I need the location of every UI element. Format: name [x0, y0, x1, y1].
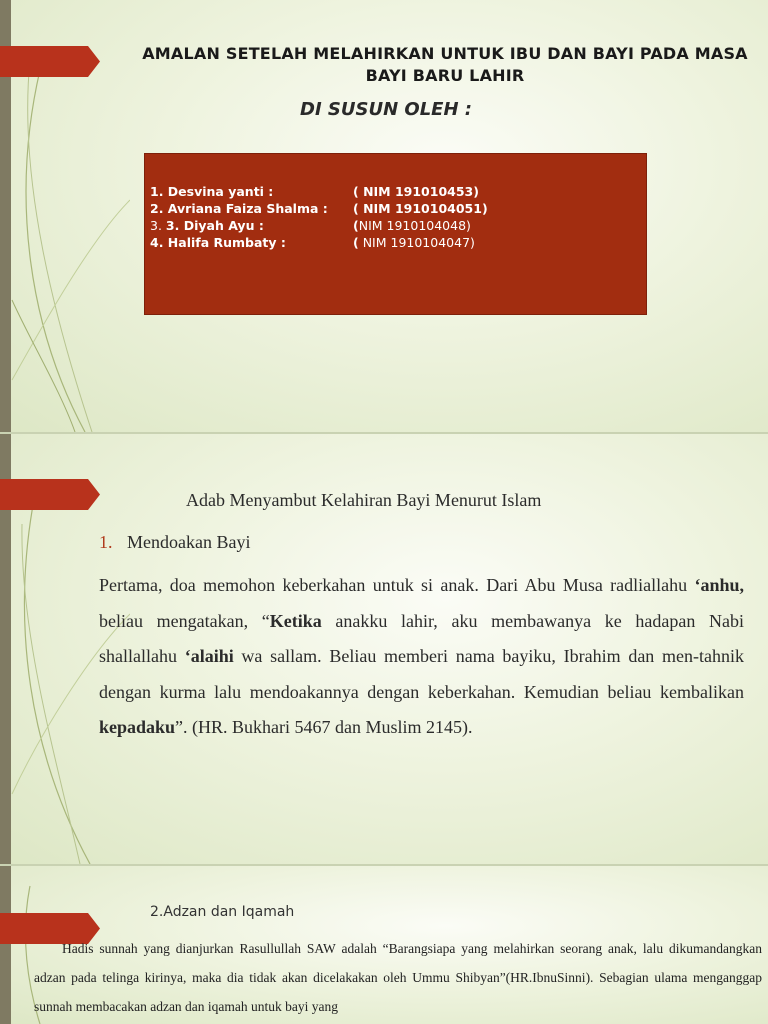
- author-name: 4. Halifa Rumbaty :: [150, 235, 286, 250]
- text-run: beliau mengatakan, “: [99, 610, 270, 631]
- slide-title: AMALAN SETELAH MELAHIRKAN UNTUK IBU DAN BAYI PADA MASA BAYI BARU LAHIR: [142, 44, 748, 85]
- author-nim: [353, 218, 471, 233]
- nim-paren: (: [353, 235, 359, 250]
- body-paragraph: Hadis sunnah yang dianjurkan Rasullullah SAW adalah “Barangsiapa yang melahirkan seorang anak, lalu dikumandangkan adzan pada telinga kirinya, maka dia tidak akan dicelakakan oleh Ummu Shibyan”(HR.IbnuSinni). Sebagian ulama menganggap sunnah membacakan adzan dan iqamah untuk bayi yang: [34, 941, 762, 1014]
- authors-box: [144, 153, 647, 315]
- body-paragraph: [99, 568, 744, 746]
- title-arrow-tab: [0, 46, 100, 77]
- nim-text: NIM 1910104047): [358, 235, 475, 250]
- nim-paren: (: [353, 218, 359, 233]
- text-run: ”. (HR. Bukhari 5467 dan Muslim 2145).: [175, 717, 473, 737]
- list-item-label: Mendoakan Bayi: [127, 532, 251, 552]
- author-nim: [353, 235, 475, 250]
- slide-title: 2.Adzan dan Iqamah: [150, 904, 295, 920]
- text-run: wa sallam. Beliau memberi nama bayiku, Ibrahim dan men-tahnik dengan kurma lalu mendoakannya dengan keberkahan. Kemudian beliau kembalikan: [99, 646, 744, 702]
- author-name-text: 3. Diyah Ayu :: [165, 218, 264, 233]
- text-run-bold: kepadaku: [99, 717, 176, 737]
- author-name: 2. Avriana Faiza Shalma :: [150, 201, 328, 216]
- author-nim: ( NIM 1910104051): [353, 201, 488, 216]
- nim-text: NIM 1910104048): [358, 218, 471, 233]
- slide-1: [0, 0, 768, 432]
- author-name: 1. Desvina yanti :: [150, 184, 274, 199]
- authors-heading: DI SUSUN OLEH :: [300, 99, 472, 120]
- slide-3: [0, 866, 768, 1024]
- title-arrow-tab: [0, 479, 100, 510]
- slide-2: [0, 434, 768, 864]
- author-name: [150, 218, 264, 233]
- author-number: 3.: [150, 218, 166, 233]
- text-run-bold: ‘anhu,: [694, 575, 744, 595]
- text-run-bold: Ketika: [269, 610, 322, 631]
- text-run: anakku lahir, aku membawanya ke hadapan Nabi shallallahu: [99, 610, 744, 666]
- author-nim: ( NIM 191010453): [353, 184, 479, 199]
- slide-title: Adab Menyambut Kelahiran Bayi Menurut Islam: [186, 490, 542, 510]
- list-item-number: 1.: [99, 532, 113, 552]
- text-run-bold: ‘alaihi: [184, 646, 234, 666]
- text-run: Pertama, doa memohon keberkahan untuk si anak. Dari Abu Musa radliallahu: [99, 575, 695, 595]
